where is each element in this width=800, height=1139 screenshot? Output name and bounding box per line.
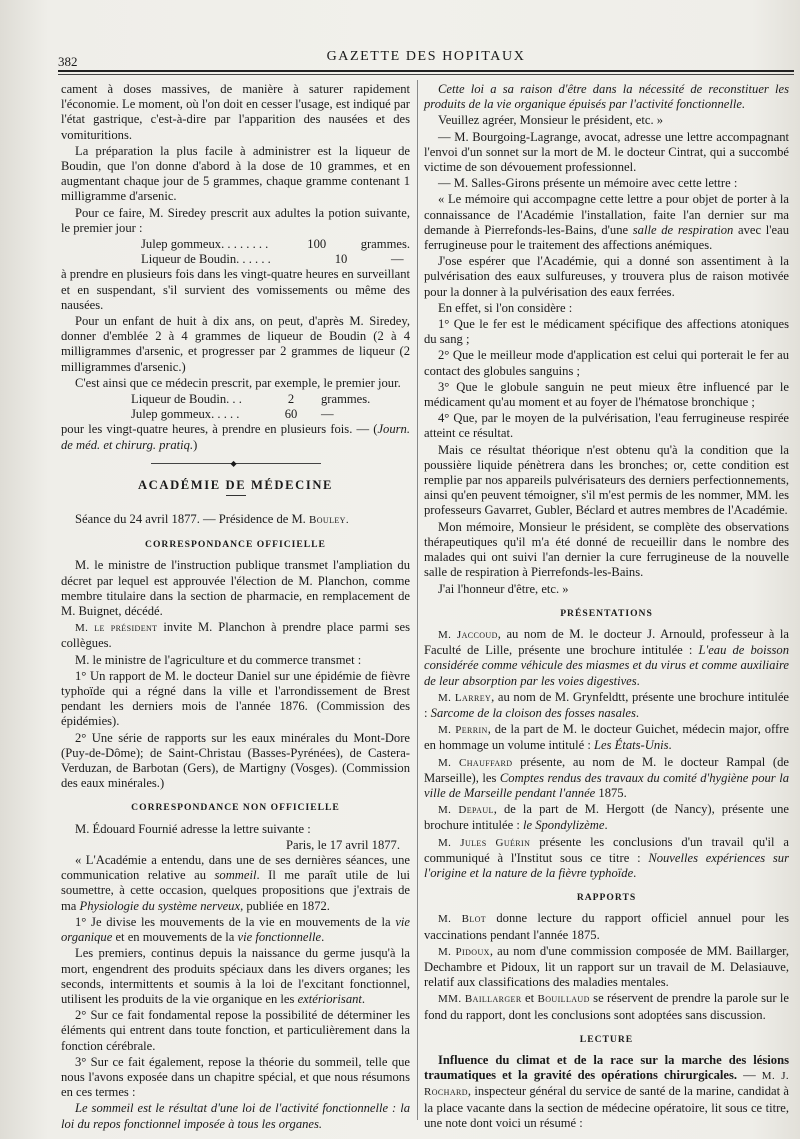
book-title: Nouvelles expériences sur l'origine et la nature de la fièvre typhoïde [424,850,789,880]
book-title: le Spondylizème [522,818,605,833]
paragraph: 3° Sur ce fait également, repose la théorie du sommeil, telle que nous l'avons exposée dans un chapitre spécial, et que nous résumons en ces termes : [61,1054,410,1100]
paragraph: Le sommeil est le résultat d'une loi de l'activité fonctionnelle : la loi du repos fonctionnel imposée à tous les organes. [61,1101,410,1131]
book-title: Sarcome de la cloison des fosses nasales [430,705,636,720]
unit: — [391,252,404,267]
paragraph: 1° Un rapport de M. le docteur Daniel sur une épidémie de fièvre typhoïde qui a régné dans la ville et l'arrondissement de Brest pendant les derniers mois de l'année 1876. (Commission des épidémies). [61,668,410,729]
paragraph: Pour ce faire, M. Siredey prescrit aux adultes la potion suivante, le premier jour : [61,205,410,235]
speaker-name: M. Jules Guérin [438,836,531,849]
text: , au nom d'une commission composée de MM. Baillarger, Dechambre et Pidoux, lit un rapport sur un travail de M. Delasiauve, relatif aux classifications des maladies mentales. [424,943,789,990]
speaker-name: MM. Baillarger [438,993,522,1006]
text: . [668,738,672,753]
paragraph [61,853,410,914]
paragraph: Veuillez agréer, Monsieur le président, etc. » [438,113,664,128]
paragraph: 2° Une série de rapports sur les eaux minérales du Mont-Dore (Puy-de-Dôme); de Saint-Christau (Basses-Pyrénées), de Castera-Verduzan, de Barbotan (Gers), de Martigny (Vosges). (Commission des eaux minérales.) [61,730,410,791]
prescription-2 [61,392,410,422]
section-dash [226,495,246,496]
paragraph [424,755,789,802]
text: . Il me paraît utile de lui soumettre, à cette occasion, quelques propositions que j'extrais de ma [61,868,410,913]
amount: 10 [334,252,348,267]
unit: grammes. [360,237,410,252]
text: « L'Académie a entendu, dans une de ses dernières séances, une communication relative au [61,853,410,883]
text: . [633,865,637,880]
prescription-row [141,252,410,267]
prescription-row [141,237,410,252]
text: . [636,673,640,688]
paragraph: Mon mémoire, Monsieur le président, se complète des observations thérapeutiques qu'il m'a été donné de recueillir dans le nombre des malades qui ont suivi l'an dernier la cure ferrugineuse de la nouvelle salle de respiration à Pierrefonds-les-Bains. [424,519,789,580]
text: , inspecteur général du service de santé de la marine, candidat à la place vacante dans la section de médecine opératoire, lit sous ce titre, une note dont voici un résumé : [424,1084,789,1130]
paragraph: J'ose espérer que l'Académie, qui a donné son assentiment à la pulvérisation des eaux sulfureuses, y trouvera plus de raison motivée pour la donner à la pulvérisation des eaux ferrées. [424,254,789,299]
paragraph: M. le ministre de l'agriculture et du commerce transmet : [75,652,362,667]
text: . [635,705,640,720]
citation: Journ. de méd. et chirurg. pratiq. [61,422,410,452]
paragraph: 4° Que, par le moyen de la pulvérisation, l'eau ferrugineuse respirée atteint ce résultat. [424,411,789,441]
text: 1° Je divise les mouvements de la vie en mouvements de la [75,914,396,929]
amount: 2 [287,392,295,407]
speaker-name: M. Chauffard [438,756,513,769]
ingredient: Liqueur de Boudin. . . . . . [141,252,271,267]
paragraph: — M. Bourgoing-Lagrange, avocat, adresse une lettre accompagnant l'envoi d'un sonnet sur la mort de M. le docteur Cintrat, qui a succombé victime de son dévouement professionnel. [424,129,789,175]
subsection-title: RAPPORTS [576,892,637,904]
speaker-name: M. J. Rochard [424,1070,790,1099]
paragraph [424,627,789,689]
subsection-title: PRÉSENTATIONS [560,607,653,619]
emphasis: salle de respiration [632,222,734,237]
emphasis: sommeil [214,868,257,883]
subsection-title: CORRESPONDANCE NON OFFICIELLE [131,802,340,814]
lecture-title: Influence du climat et de la race sur la marche des lésions traumatiques et la gravité des opérations chirurgicales. [424,1052,789,1083]
unit: grammes. [321,392,371,407]
emphasis: vie fonctionnelle [237,930,322,945]
column-divider [417,80,418,1120]
paragraph: J'ai l'honneur d'être, etc. » [438,581,569,596]
book-title: L'eau de boisson considérée comme véhicule des miasmes et du virus et comme auxiliaire de leur absorption par les voies digestives [424,643,789,688]
amount: 60 [284,407,298,422]
speaker-name: M. Blot [438,913,487,926]
ingredient: Julep gommeux. . . . . [131,407,240,422]
text: présente, au nom de M. le docteur Rampal (de Marseille), les [424,754,789,785]
text: donne lecture du rapport officiel annuel pour les vaccinations pendant l'année 1875. [424,911,789,942]
paragraph: cament à doses massives, de manière à saturer rapidement l'économie. Le moment, où l'on doit en cesser l'usage, est indiqué par l'état gastrique, c'est-à-dire par l'apparition des nausées et des vomituritions. [61,82,410,142]
paragraph: En effet, si l'on considère : [438,300,573,315]
paragraph: 2° Que le meilleur mode d'application est celui qui porterait le fer au contact des globules sanguins ; [424,348,789,378]
ingredient: Liqueur de Boudin. . . [131,392,242,407]
emphasis: vie organique [61,914,410,945]
paragraph [61,915,410,945]
text: se réservent de prendre la parole sur le fond du rapport, dont les conclusions sont adoptées sans discussion. [424,991,790,1022]
paragraph: 2° Sur ce fait fondamental repose la possibilité de déterminer les éléments qui entrent dans toute fonction, et particulièrement dans la fonction cérébrale. [61,1008,410,1053]
speaker-name: M. Jaccoud [438,628,498,641]
text: , au nom de M. le docteur J. Arnould, professeur à la Faculté de Lille, présente une brochure intitulée : [424,626,789,658]
paragraph: C'est ainsi que ce médecin prescrit, par exemple, le premier jour. [75,375,401,390]
text: présente les conclusions d'un travail qu'il a communiqué à l'Institut sous ce titre : [424,834,790,865]
text: ) [193,437,198,452]
prescription-1 [61,237,410,267]
paragraph [424,802,789,833]
paragraph: M. le ministre de l'instruction publique transmet l'ampliation du décret par lequel est approuvée l'élection de M. Planchon, comme membre titulaire dans la section de pharmacie, en remplacement de M. Buignet, décédé. [61,558,410,619]
book-title: Les États-Unis [594,738,669,753]
paragraph: — M. Salles-Girons présente un mémoire avec cette lettre : [438,176,738,191]
speaker-name: M. Depaul [438,804,494,817]
amount: 100 [307,237,327,252]
section-title: ACADÉMIE DE MÉDECINE [137,477,334,492]
prescription-row [131,407,410,422]
paragraph: 1° Que le fer est le médicament spécifique des affections atoniques du sang ; [424,317,789,347]
prescription-row [131,392,410,407]
left-column [61,82,410,1133]
page-number: 382 [58,54,78,69]
paragraph [424,835,789,882]
paragraph [424,991,789,1022]
text: invite M. Planchon à prendre place parmi ses collègues. [61,620,411,651]
header-rule-thin [58,74,794,75]
subsection-title: CORRESPONDANCE OFFICIELLE [145,539,326,551]
paragraph [424,722,789,753]
paragraph: Pour un enfant de huit à dix ans, on peut, d'après M. Siredey, donner d'emblée 2 à 4 grammes de liqueur de Boudin (2 à 4 milligrammes d'arsenic, et progresser par 2 grammes de liqueur (2 milligrammes d'arsenic.) [61,314,410,374]
header-rule-thick [58,70,794,72]
book-title: Comptes rendus des travaux du comité d'hygiène pour la ville de Marseille pendant l'année [424,770,789,800]
text: , au nom de M. Grynfeldtt, présente une brochure intitulée : [424,689,789,720]
text: et [521,991,538,1006]
session-line [61,512,410,528]
paragraph: à prendre en plusieurs fois dans les vingt-quatre heures en surveillant et en suspendant, s'il survient des vomissements ou même des nausées. [61,267,410,312]
paragraph: Mais ce résultat théorique n'est obtenu qu'à la condition que la poussière liquide pénètrera dans les bronches; or, cette condition est remplie par nos appareils pulvérisateurs des derniers perfectionnements, ainsi qu'en peuvent témoigner, s'il m'est permis de les nommer, MM. les professeurs Gavarret, Gubler, Béclard et autres membres de l'Académie. [424,442,789,518]
text: 1875. [595,785,627,800]
paragraph [424,1053,789,1131]
paragraph: M. Édouard Fournié adresse la lettre suivante : [75,821,311,836]
paragraph: Cette loi a sa raison d'être dans la nécessité de reconstituer les produits de la vie organique épuisés par l'activité fonctionnelle. [424,82,789,112]
text: pour les vingt-quatre heures, à prendre en plusieurs fois. — ( [61,422,378,437]
text: Séance du 24 avril 1877. — Présidence de M. [75,512,309,527]
paragraph [424,690,789,721]
paragraph [424,944,789,991]
speaker-name: M. le président [75,622,158,635]
speaker-name: M. Larrey [438,691,492,704]
text: . [321,930,325,945]
text: . [604,818,608,833]
paragraph: 3° Que le globule sanguin ne peut mieux être influencé par le médicament qu'au moment et au foyer de l'hématose bronchique ; [424,379,789,410]
text: , publiée en 1872. [240,898,330,913]
ingredient: Julep gommeux. . . . . . . . [141,237,269,252]
unit: — [321,407,334,422]
ornamental-divider [151,463,321,464]
emphasis: Physiologie du système nerveux [79,898,241,913]
speaker-name: Bouillaud [537,993,590,1006]
text: avec l'eau ferrugineuse pour le traitement des affections anémiques. [424,222,789,253]
text: , de la part de M. Hergott (de Nancy), présente une brochure intitulée : [424,802,789,833]
text: et en mouvements de la [112,930,238,945]
text: « Le mémoire qui accompagne cette lettre a pour objet de porter à la connaissance de l'Académie l'installation, faite l'an dernier sur ma demande à Pierrefonds-les-Bains, d'une [424,192,789,237]
text: Les premiers, continus depuis la naissance du germe jusqu'à la mort, engendrent des produits spéciaux dans les divers organes; les seconds, intermittents et soumis à la loi de l'excitant fonctionnel, utilisent les produits de la vie organique en les [61,946,410,1006]
president-name: Bouley. [308,514,349,527]
text: , de la part de M. le docteur Guichet, médecin major, offre en hommage un volume intitulé : [424,722,789,753]
subsection-title: LECTURE [579,1033,634,1045]
journal-title: GAZETTE DES HOPITAUX [326,49,526,64]
text: — [737,1068,762,1083]
paragraph [61,946,410,1007]
emphasis: extériorisant [297,991,362,1006]
right-column [424,82,789,1132]
letter-dateline: Paris, le 17 avril 1877. [285,837,400,852]
paragraph [424,911,789,942]
paragraph [61,620,410,651]
paragraph [424,192,789,253]
text: . [361,991,366,1006]
paragraph: La préparation la plus facile à administrer est la liqueur de Boudin, que l'on donne d'abord à la dose de 10 grammes, et en augmentant chaque jour de 5 grammes, chaque gramme contenant 1 milligramme d'arsenic. [61,143,410,204]
page-header [58,44,794,68]
paragraph [61,422,410,452]
speaker-name: M. Pidoux [438,945,490,958]
speaker-name: M. Perrin [438,724,488,737]
